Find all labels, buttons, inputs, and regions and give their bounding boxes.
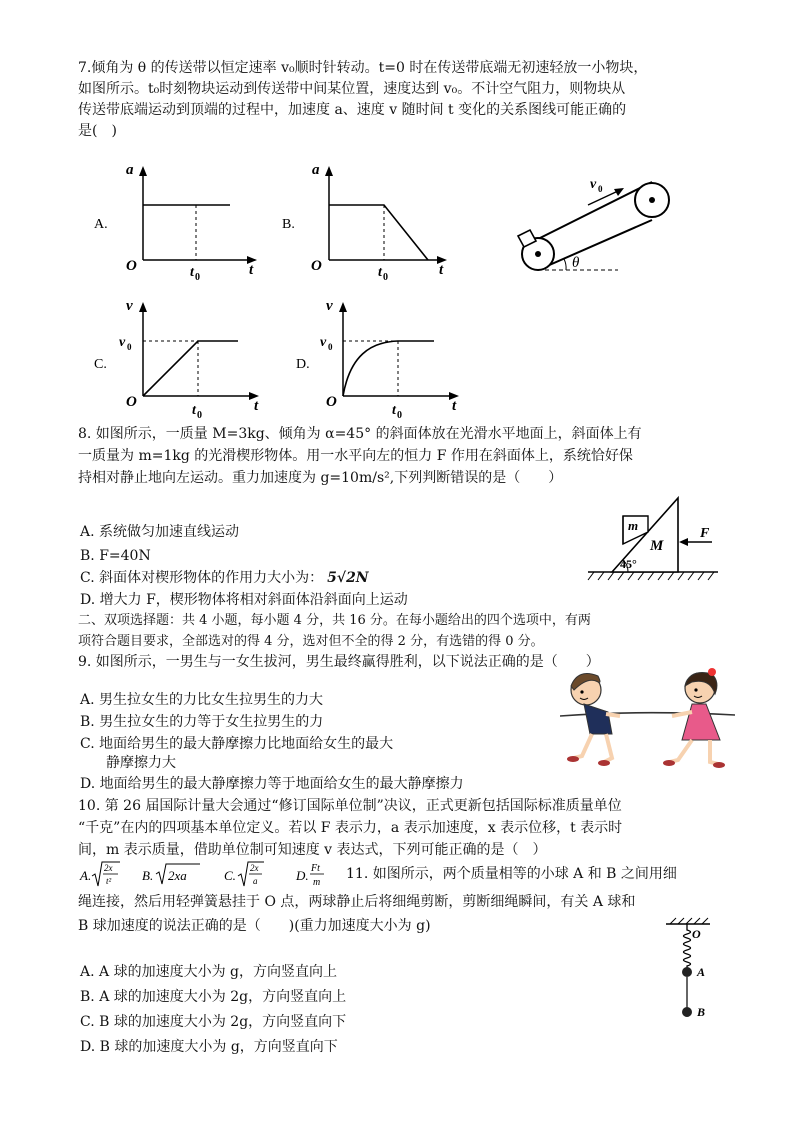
- axis-t-label: t: [452, 398, 457, 414]
- t0-sub: 0: [197, 410, 202, 421]
- q9-stem: 9. 如图所示，一男生与一女生拔河，男生最终赢得胜利，以下说法正确的是（ ）: [78, 654, 600, 670]
- q10-options-math: [76, 858, 346, 892]
- B-label: B: [697, 1005, 706, 1019]
- axis-v-label: v: [126, 298, 133, 314]
- q11-stem-inline: 11. 如图所示，两个质量相等的小球 A 和 B 之间用细: [346, 866, 677, 882]
- q7-stem-line-3: 传送带底端运动到顶端的过程中，加速度 a、速度 v 随时间 t 变化的关系图线可能正确的: [78, 102, 627, 118]
- q11-option-a: A. A 球的加速度大小为 g，方向竖直向上: [80, 964, 337, 980]
- q9-option-d: D. 地面给男生的最大静摩擦力等于地面给女生的最大静摩擦力: [80, 776, 464, 792]
- q10-b-rad: 2xa: [168, 868, 187, 883]
- graph-a-label: A.: [94, 217, 108, 232]
- q8-option-d: D. 增大力 F，楔形物体将相对斜面体沿斜面向上运动: [80, 592, 408, 608]
- axis-t-label: t: [439, 262, 444, 278]
- v0-sub: 0: [328, 342, 333, 352]
- v0-label: v: [119, 335, 126, 350]
- axis-v-label: v: [326, 298, 333, 314]
- q10-option-b: B.: [142, 868, 154, 883]
- M-label: M: [650, 538, 664, 554]
- q10-option-c: C.: [224, 868, 236, 883]
- q10-c-den: a: [253, 876, 258, 886]
- q10-d-den: m: [313, 877, 321, 888]
- angle-label: 45°: [620, 557, 637, 571]
- v0-label: v: [590, 177, 597, 192]
- axis-t-label: t: [249, 262, 254, 278]
- q7-graph-b: [278, 160, 468, 280]
- q8-option-b: B. F=40N: [80, 548, 151, 564]
- q10-stem-line-2: “千克”在内的四项基本单位定义。若以 F 表示力，a 表示加速度，x 表示位移，t 表示时: [78, 820, 623, 836]
- q7-stem-line-4: 是( ): [78, 123, 117, 139]
- t0-sub: 0: [195, 272, 200, 280]
- q9-option-b: B. 男生拉女生的力等于女生拉男生的力: [80, 714, 324, 730]
- origin-label: O: [126, 394, 137, 410]
- q8-stem-line-3: 持相对静止地向左运动。重力加速度为 g=10m/s²,下列判断错误的是（ ）: [78, 470, 563, 486]
- axis-a-label: a: [312, 162, 320, 178]
- q9-option-a: A. 男生拉女生的力比女生拉男生的力大: [80, 692, 324, 708]
- q9-tug-of-war-illustration: [560, 660, 735, 775]
- A-label: A: [697, 965, 706, 979]
- v0-sub: 0: [127, 342, 132, 352]
- axis-t-label: t: [254, 398, 259, 414]
- q10-d-num: Ft: [311, 863, 320, 874]
- q10-option-d: D.: [296, 868, 309, 883]
- q10-stem-line-1: 10. 第 26 届国际计量大会通过“修订国际单位制”决议，正式更新包括国际标准质量单位: [78, 798, 622, 814]
- origin-label: O: [126, 258, 137, 274]
- t0-label: t: [392, 403, 396, 418]
- v0-sub: 0: [598, 184, 603, 194]
- theta-label: θ: [572, 255, 580, 271]
- q8-option-c: [80, 568, 369, 588]
- q10-option-a: A.: [80, 868, 92, 883]
- q8-incline-figure: [584, 492, 724, 584]
- t0-label: t: [378, 265, 382, 280]
- q7-graph-c: [90, 296, 275, 421]
- q9-option-c-cont: 静摩擦力大: [106, 755, 176, 771]
- q11-option-c: C. B 球的加速度大小为 2g，方向竖直向下: [80, 1014, 347, 1030]
- t0-sub: 0: [383, 272, 388, 280]
- t0-label: t: [192, 403, 196, 418]
- section-2-line-2: 项符合题目要求，全部选对的得 4 分，选对但不全的得 2 分，有选错的得 0 分。: [78, 634, 544, 649]
- q7-stem-line-2: 如图所示。t₀时刻物块运动到传送带中间某位置，速度达到 v₀。不计空气阻力，则物块从: [78, 81, 626, 97]
- q9-option-c: C. 地面给男生的最大静摩擦力比地面给女生的最大: [80, 736, 394, 752]
- q11-stem-line-2: B 球加速度的说法正确的是（ )(重力加速度大小为 g): [78, 918, 431, 934]
- t0-label: t: [190, 265, 194, 280]
- q10-c-num: 2x: [250, 863, 259, 873]
- O-label: O: [692, 927, 701, 941]
- t0-sub: 0: [397, 410, 402, 421]
- origin-label: O: [311, 258, 322, 274]
- section-2-line-1: 二、双项选择题：共 4 小题，每小题 4 分，共 16 分。在每小题给出的四个选项中，有两: [78, 613, 591, 628]
- m-label: m: [628, 518, 639, 533]
- q7-graph-d: [292, 296, 477, 421]
- graph-d-label: D.: [296, 357, 310, 372]
- q7-conveyor-figure: [510, 168, 690, 278]
- q8-stem-line-1: 8. 如图所示，一质量 M=3kg、倾角为 α=45° 的斜面体放在光滑水平地面上，斜面体上有: [78, 426, 642, 442]
- q8-stem-line-2: 一质量为 m=1kg 的光滑楔形物体。用一水平向左的恒力 F 作用在斜面体上，系统恰好保: [78, 448, 633, 464]
- q8-option-c-text: C. 斜面体对楔形物体的作用力大小为：: [80, 570, 324, 586]
- F-label: F: [700, 526, 710, 541]
- q10-a-den: t²: [106, 876, 112, 886]
- q10-stem-line-3: 间，m 表示质量，借助单位制可知速度 v 表达式，下列可能正确的是（ ）: [78, 842, 547, 858]
- q8-option-a: A. 系统做匀加速直线运动: [80, 524, 240, 540]
- q11-stem-line-1: 绳连接，然后用轻弹簧悬挂于 O 点，两球静止后将细绳剪断，剪断细绳瞬间，有关 A 球和: [78, 894, 636, 910]
- v0-label: v: [320, 335, 327, 350]
- graph-c-label: C.: [94, 357, 107, 372]
- q11-option-b: B. A 球的加速度大小为 2g，方向竖直向上: [80, 989, 347, 1005]
- q11-option-d: D. B 球的加速度大小为 g，方向竖直向下: [80, 1039, 338, 1055]
- origin-label: O: [326, 394, 337, 410]
- q11-spring-figure: [660, 916, 730, 1026]
- q7-stem-line-1: 7.倾角为 θ 的传送带以恒定速率 v₀顺时针转动。t=0 时在传送带底端无初速轻放一小物块，: [78, 60, 648, 76]
- axis-a-label: a: [126, 162, 134, 178]
- q8-option-c-math: 5√2N: [327, 570, 369, 586]
- graph-b-label: B.: [282, 217, 295, 232]
- q7-graph-a: [90, 160, 275, 280]
- q10-a-num: 2x: [104, 863, 113, 873]
